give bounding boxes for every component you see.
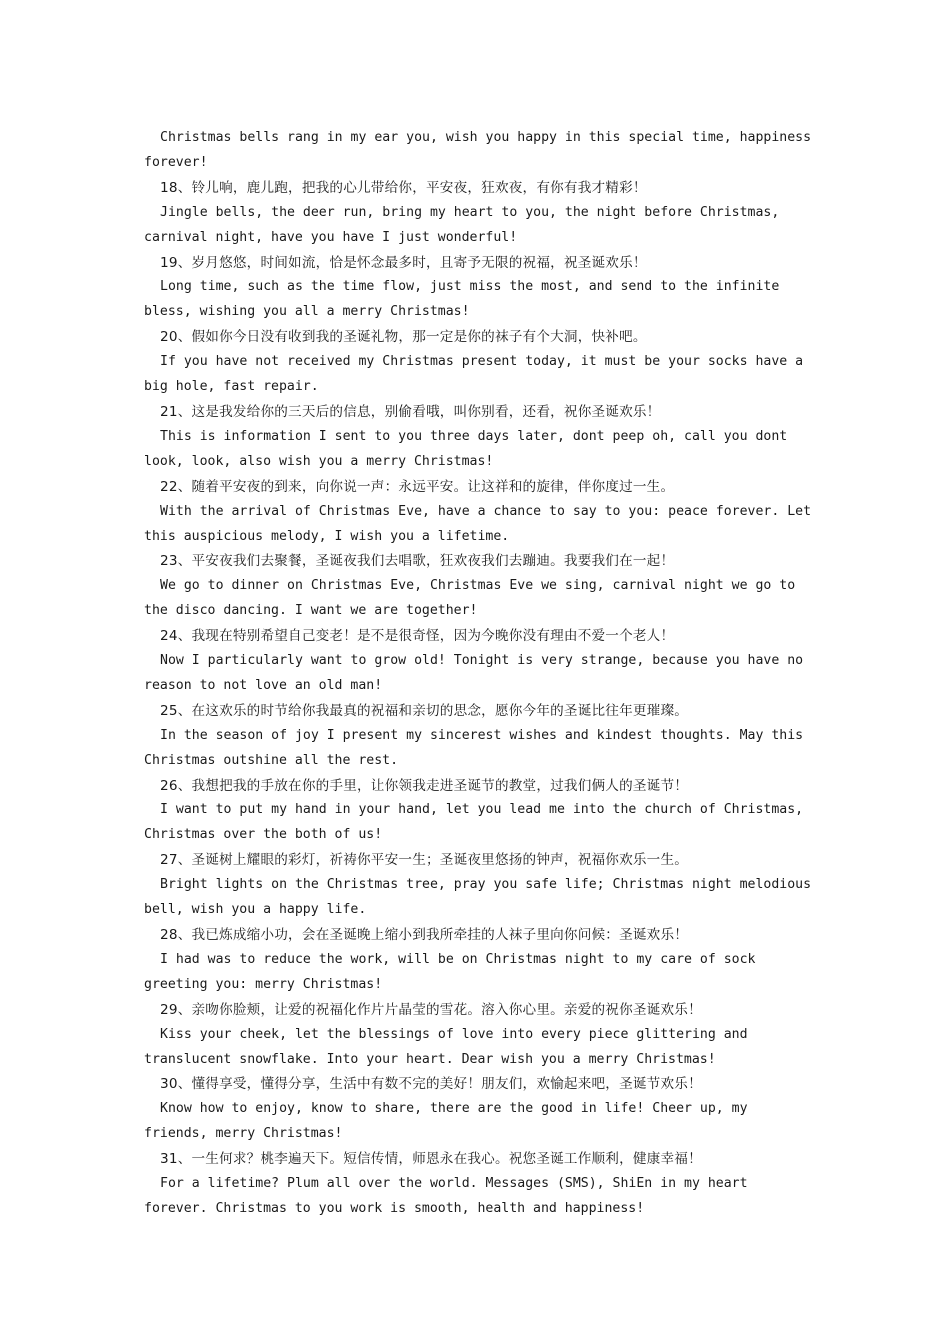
paragraph-english: For a lifetime? Plum all over the world. Messages (SMS), ShiEn in my heart forever. Christmas to you work is smooth, health and happiness! [144, 1176, 748, 1216]
paragraph-english: Jingle bells, the deer run, bring my heart to you, the night before Christmas, carnival night, have you have I just wonderful! [144, 204, 780, 245]
paragraph-chinese: 26、我想把我的手放在你的手里，让你领我走进圣诞节的教堂，过我们俩人的圣诞节！ [160, 777, 689, 794]
paragraph-chinese: 24、我现在特别希望自己变老！是不是很奇怪，因为今晚你没有理由不爱一个老人！ [160, 628, 675, 645]
paragraph-chinese: 20、假如你今日没有收到我的圣诞礼物，那一定是你的袜子有个大洞，快补吧。 [160, 329, 647, 346]
paragraph-english: I want to put my hand in your hand, let you lead me into the church of Christmas, Christmas over the both of us! [144, 802, 804, 843]
paragraph-chinese: 18、铃儿响，鹿儿跑，把我的心儿带给你，平安夜，狂欢夜，有你有我才精彩！ [160, 179, 647, 196]
paragraph-chinese: 27、圣诞树上耀眼的彩灯，祈祷你平安一生；圣诞夜里悠扬的钟声，祝福你欢乐一生。 [160, 852, 689, 869]
paragraph-chinese: 30、懂得享受，懂得分享，生活中有数不完的美好！朋友们，欢愉起来吧，圣诞节欢乐！ [160, 1076, 702, 1093]
paragraph-chinese: 31、一生何求？桃李遍天下。短信传情，师恩永在我心。祝您圣诞工作顺利，健康幸福！ [160, 1151, 702, 1168]
paragraph-english: Know how to enjoy, know to share, there are the good in life! Cheer up, my friends, merry Christmas! [144, 1101, 748, 1142]
paragraph-english: Bright lights on the Christmas tree, pray you safe life; Christmas night melodious bell, wish you a happy life. [144, 877, 812, 918]
paragraph-english: I had was to reduce the work, will be on Christmas night to my care of sock greeting you: merry Christmas! [144, 951, 756, 992]
paragraph-chinese: 25、在这欢乐的时节给你我最真的祝福和亲切的思念，愿你今年的圣诞比往年更璀璨。 [160, 702, 689, 719]
paragraph-english: We go to dinner on Christmas Eve, Christmas Eve we sing, carnival night we go to the disco dancing. I want we are together! [144, 578, 796, 619]
paragraph-chinese: 23、平安夜我们去聚餐，圣诞夜我们去唱歌，狂欢夜我们去蹦迪。我要我们在一起！ [160, 553, 675, 570]
paragraph-chinese: 21、这是我发给你的三天后的信息，别偷看哦，叫你别看，还看，祝你圣诞欢乐！ [160, 403, 661, 420]
paragraph-english: Now I particularly want to grow old! Tonight is very strange, because you have no reason to not love an old man! [144, 653, 804, 693]
paragraph-chinese: 28、我已炼成缩小功，会在圣诞晚上缩小到我所牵挂的人袜子里向你问候：圣诞欢乐！ [160, 927, 689, 943]
paragraph-english: Long time, such as the time flow, just miss the most, and send to the infinite bless, wishing you all a merry Christmas! [144, 279, 780, 320]
paragraph-english: Kiss your cheek, let the blessings of love into every piece glittering and translucent snowflake. Into your heart. Dear wish you a merry Christmas! [144, 1026, 748, 1067]
paragraph-chinese: 19、岁月悠悠，时间如流，恰是怀念最多时，且寄予无限的祝福，祝圣诞欢乐！ [160, 254, 647, 271]
paragraph-english: With the arrival of Christmas Eve, have a chance to say to you: peace forever. Let this auspicious melody, I wish you a lifetime. [144, 503, 812, 544]
paragraph-english: Christmas bells rang in my ear you, wish you happy in this special time, happiness forever! [144, 130, 812, 170]
paragraph-english: In the season of joy I present my sincerest wishes and kindest thoughts. May this Christmas outshine all the rest. [144, 727, 804, 768]
paragraph-chinese: 29、亲吻你脸颊，让爱的祝福化作片片晶莹的雪花。溶入你心里。亲爱的祝你圣诞欢乐！ [160, 1001, 702, 1018]
document-page [144, 126, 812, 1222]
paragraph-english: This is information I sent to you three days later, dont peep oh, call you dont look, look, also wish you a merry Christmas! [144, 428, 788, 469]
paragraph-chinese: 22、随着平安夜的到来，向你说一声：永远平安。让这祥和的旋律，伴你度过一生。 [160, 478, 675, 495]
paragraph-english: If you have not received my Christmas present today, it must be your socks have a big hole, fast repair. [144, 354, 804, 395]
